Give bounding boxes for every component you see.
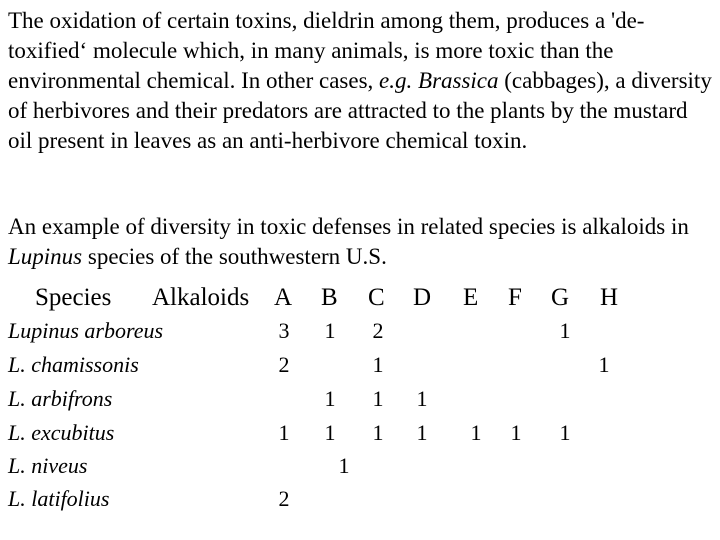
species-name: L. chamissonis	[8, 352, 139, 377]
header-e: E	[463, 284, 479, 311]
header-f: F	[508, 284, 522, 311]
header-c: C	[368, 284, 385, 311]
paragraph-text: species of the southwestern U.S.	[82, 244, 387, 269]
paragraph-oxidation	[8, 6, 714, 156]
alkaloid-cell: 1	[338, 453, 350, 478]
alkaloid-cell: 1	[416, 420, 428, 445]
paragraph-text: The oxidation of certain toxins, dieldrin among them, produces a 'de-toxified‘ molecule which, in many animals, is more toxic than the environmental chemical. In other cases,	[8, 8, 645, 93]
paragraph-lupinus	[8, 212, 714, 272]
alkaloid-cell: 1	[372, 386, 384, 411]
header-species: Species	[35, 284, 112, 311]
alkaloid-cell: 2	[278, 486, 290, 511]
alkaloid-cell: 1	[372, 352, 384, 377]
species-name: Lupinus arboreus	[8, 318, 164, 343]
alkaloid-cell: 1	[470, 420, 482, 445]
alkaloid-cell: 1	[598, 352, 610, 377]
species-name: L. niveus	[8, 453, 88, 478]
alkaloid-cell: 1	[559, 420, 571, 445]
genus-name: Brassica	[418, 68, 499, 93]
header-g: G	[551, 284, 570, 311]
alkaloid-cell: 1	[278, 420, 290, 445]
eg-abbrev: e.g.	[379, 68, 413, 93]
alkaloid-cell: 1	[324, 318, 336, 343]
species-name: L. latifolius	[8, 486, 110, 511]
alkaloid-cell: 1	[324, 386, 336, 411]
genus-name: Lupinus	[8, 244, 83, 269]
paragraph-text: An example of diversity in toxic defenses in related species is alkaloids in	[8, 214, 689, 239]
alkaloid-cell: 2	[372, 318, 384, 343]
header-alkaloids: Alkaloids	[152, 284, 250, 311]
species-name: L. arbifrons	[8, 386, 113, 411]
header-b: B	[321, 284, 338, 311]
alkaloid-cell: 2	[278, 352, 290, 377]
alkaloid-cell: 1	[510, 420, 522, 445]
alkaloid-cell: 1	[416, 386, 428, 411]
header-h: H	[600, 284, 619, 311]
alkaloid-cell: 1	[372, 420, 384, 445]
species-name: L. excubitus	[8, 420, 115, 445]
alkaloid-cell: 3	[278, 318, 290, 343]
paragraph-text: (cabbages), a diversity of herbivores and their predators are attracted to the plants by the mustard oil present in leaves as an anti-herbivore chemical toxin.	[8, 68, 712, 153]
header-d: D	[413, 284, 432, 311]
alkaloid-cell: 1	[559, 318, 571, 343]
alkaloid-cell: 1	[324, 420, 336, 445]
header-a: A	[274, 284, 293, 311]
